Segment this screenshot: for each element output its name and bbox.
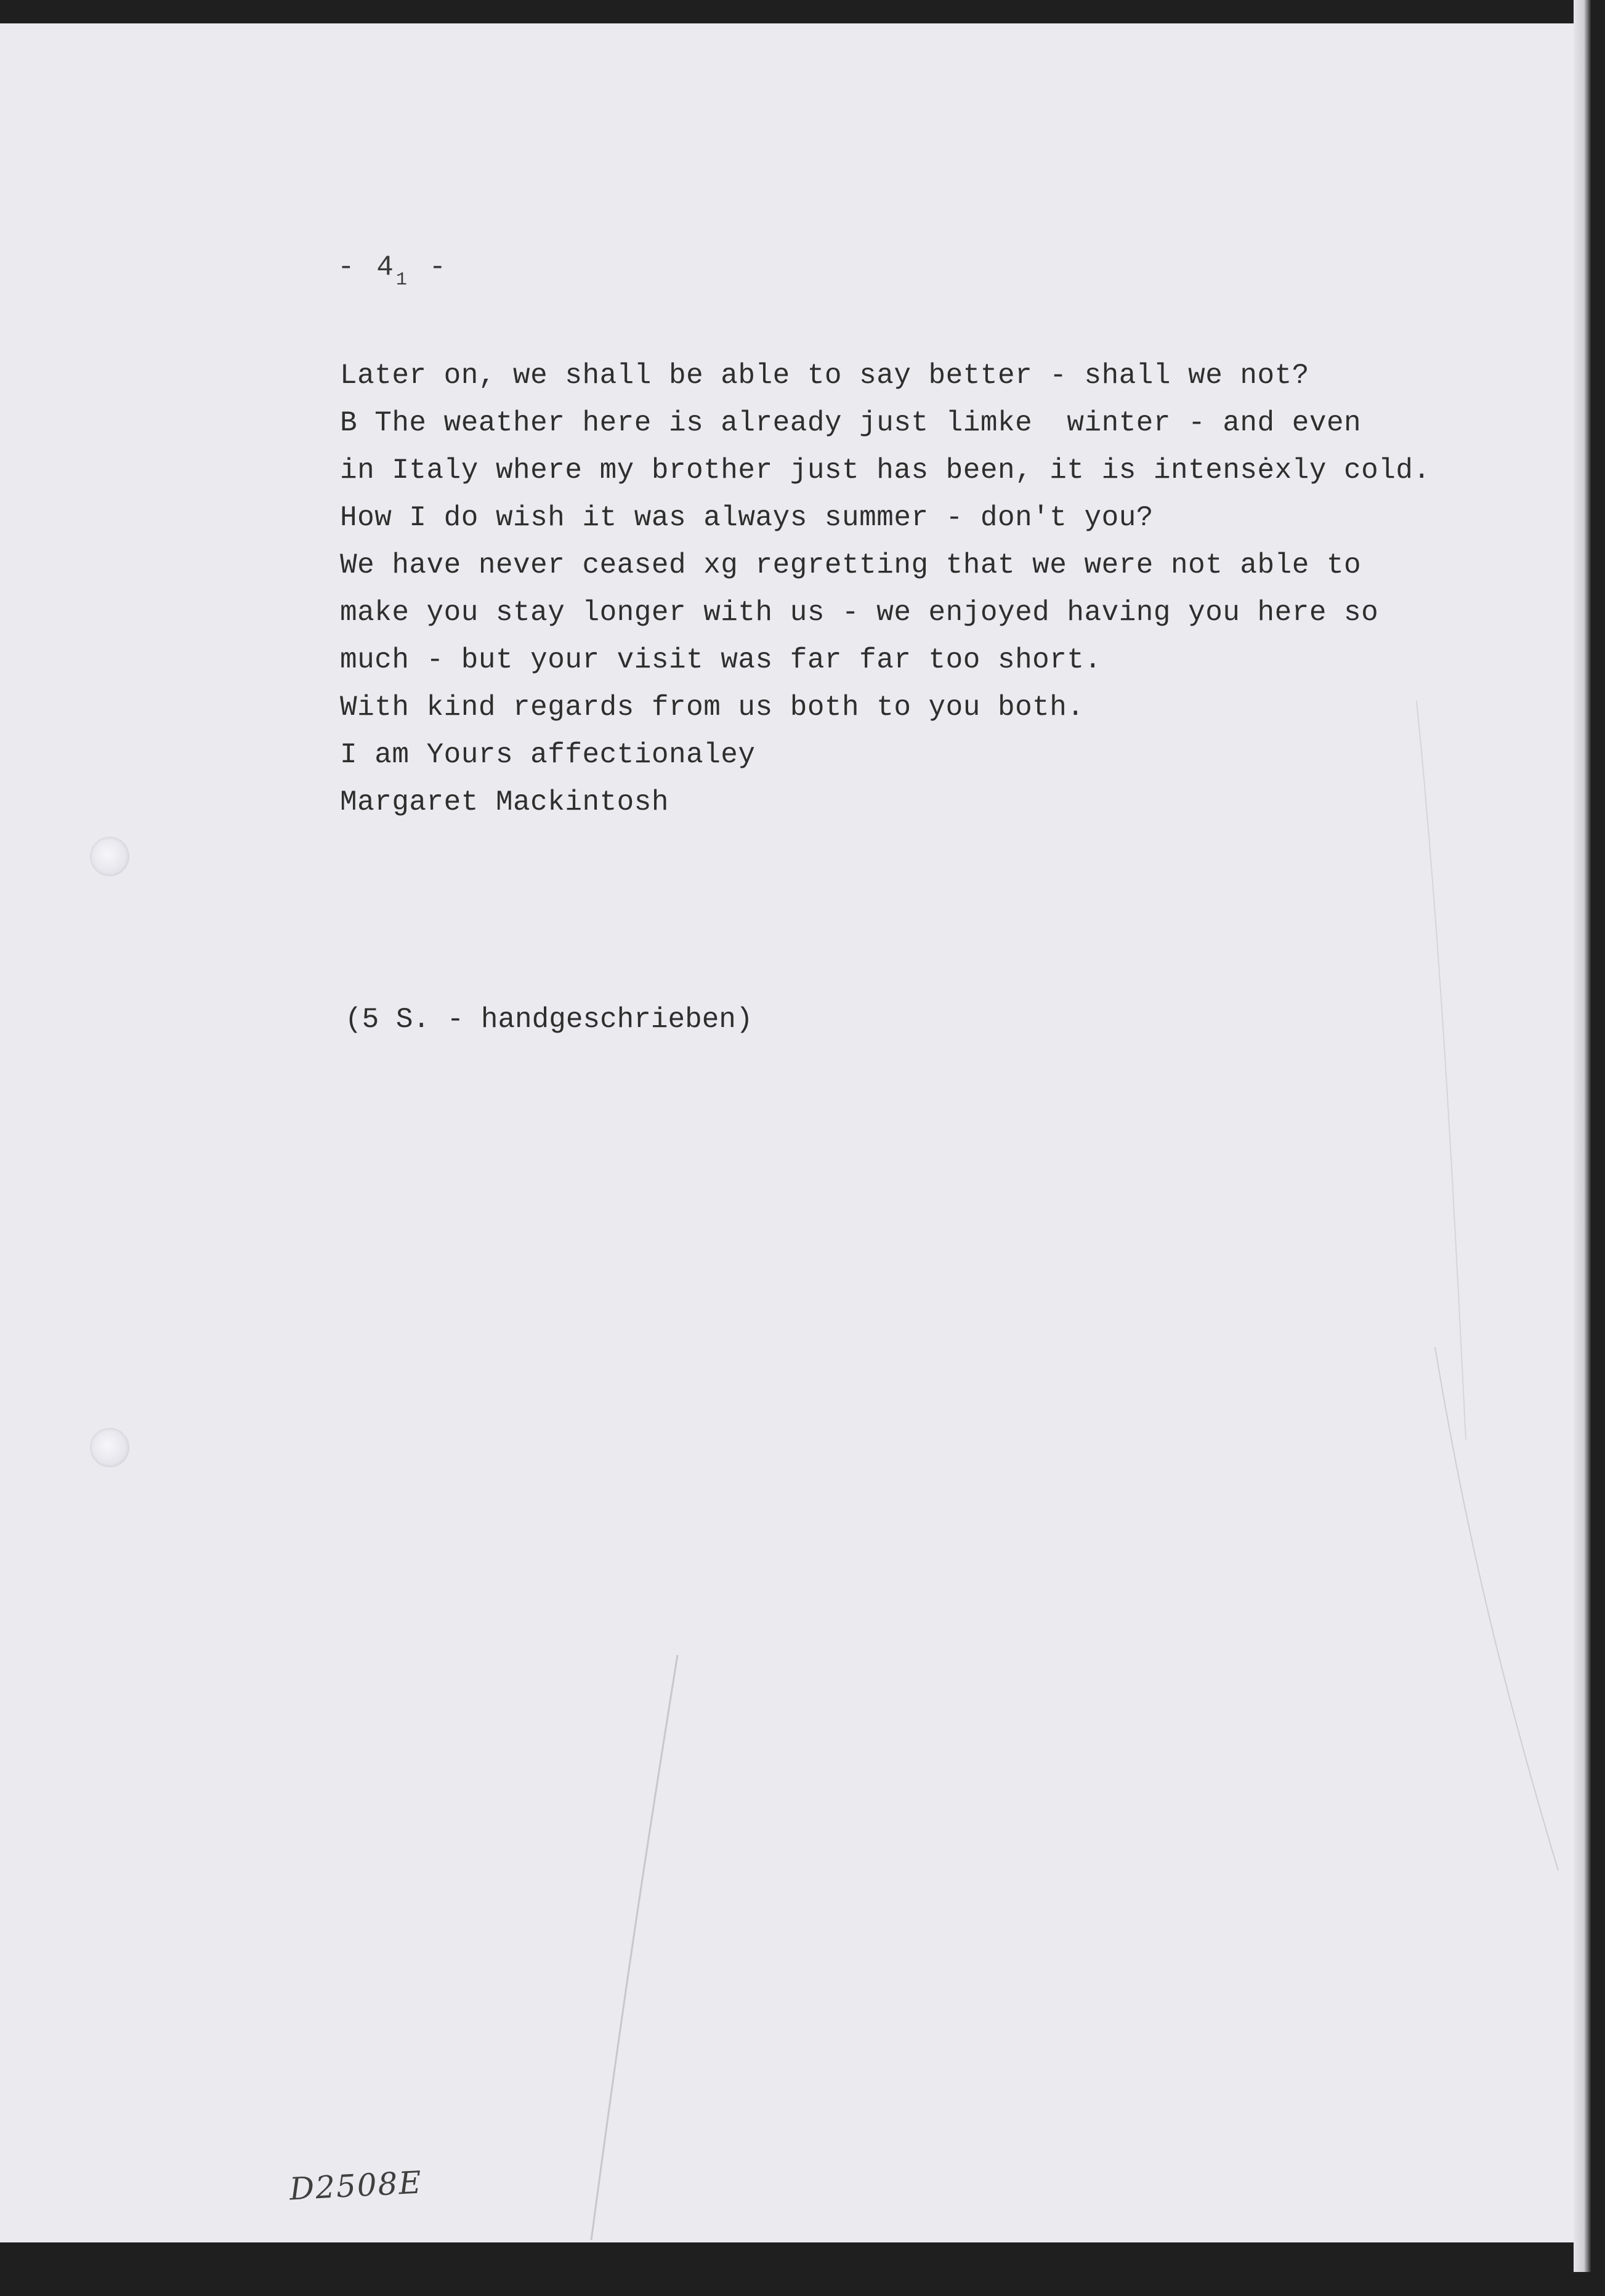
- letter-signature: Margaret Mackintosh: [340, 786, 669, 818]
- punch-hole-top: [90, 837, 129, 876]
- letter-line: in Italy where my brother just has been, it is intensėxly cold.: [340, 454, 1431, 486]
- page-number-main: - 4: [338, 251, 396, 283]
- document-page: [0, 23, 1574, 2242]
- handwritten-note-remark: (5 S. - handgeschrieben): [345, 1004, 753, 1036]
- punch-hole-bottom: [90, 1428, 129, 1467]
- letter-closing: I am Yours affectionaley: [340, 739, 756, 771]
- page-number-end: -: [409, 251, 449, 283]
- letter-line: We have never ceased xg regretting that we were not able to: [340, 549, 1362, 581]
- letter-line: much - but your visit was far far too short.: [340, 644, 1102, 676]
- letter-line: With kind regards from us both to you both.: [340, 691, 1085, 723]
- letter-line: make you stay longer with us - we enjoyed having you here so: [340, 597, 1379, 629]
- letter-line: How I do wish it was always summer - don't you?: [340, 502, 1154, 534]
- archive-number: D2508E: [288, 2164, 424, 2207]
- paper-edge: [1574, 0, 1591, 2272]
- letter-line: Later on, we shall be able to say better - shall we not?: [340, 360, 1309, 392]
- letter-body: [340, 352, 1547, 826]
- page-number-subscript: 1: [395, 270, 410, 291]
- page-number: [338, 251, 449, 291]
- letter-line: B The weather here is already just limke winter - and even: [340, 407, 1362, 439]
